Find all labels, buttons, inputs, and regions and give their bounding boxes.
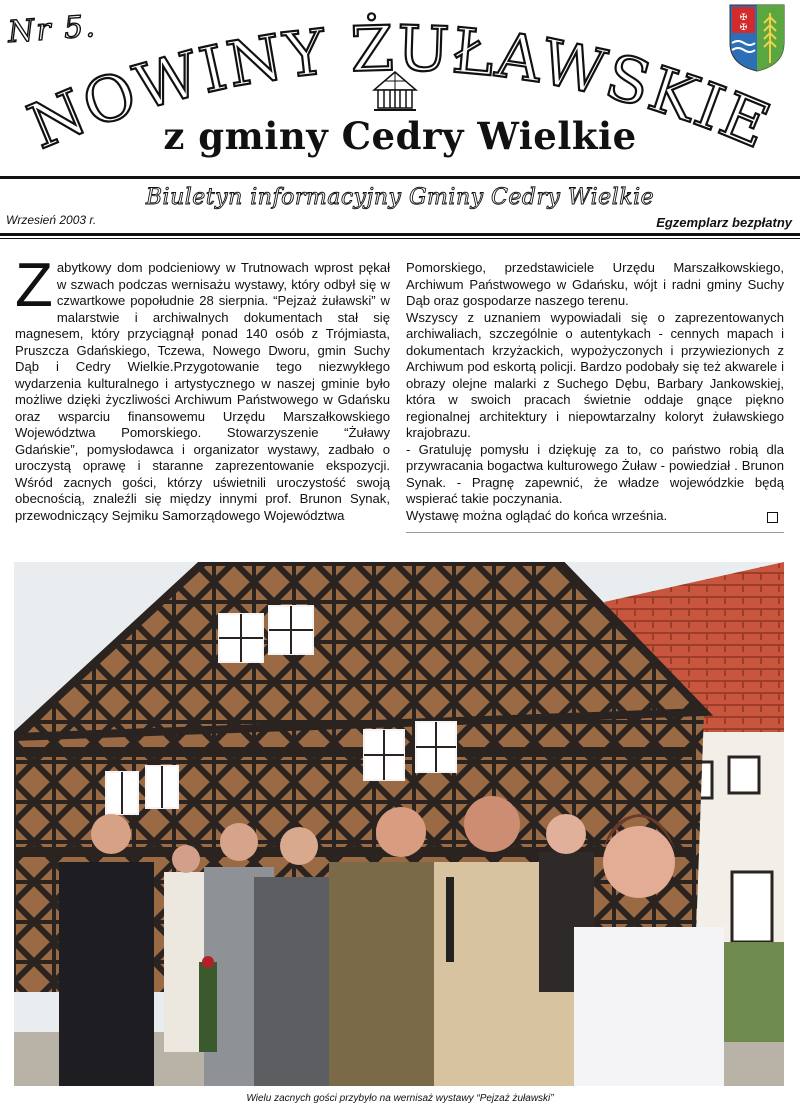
coat-of-arms-icon bbox=[728, 3, 786, 73]
article-column-left bbox=[15, 251, 390, 524]
pavilion-icon bbox=[372, 70, 418, 112]
subtitle: z gminy Cedry Wielkie bbox=[163, 114, 637, 158]
masthead-rule-bottom-1 bbox=[0, 233, 800, 236]
drop-cap: Z bbox=[15, 251, 53, 320]
photo-caption: Wielu zacnych gości przybyło na wernisaż wystawy “Pejzaż żuławski” bbox=[246, 1093, 554, 1104]
title-text: NOWINY ŻUŁAWSKIE bbox=[18, 11, 782, 164]
free-copy-label: Egzemplarz bezpłatny bbox=[656, 215, 792, 230]
article-paragraph-last: Wystawę można oglądać do końca września. bbox=[406, 508, 784, 525]
issue-date: Wrzesień 2003 r. bbox=[6, 213, 97, 227]
article-paragraph: Pomorskiego, przedstawiciele Urzędu Marszałkowskiego, Archiwum Państwowego w Gdańsku, wójt i radni gminy Suchy Dąb oraz gospodarze naszego terenu. bbox=[406, 260, 784, 308]
article-paragraph: - Gratuluję pomysłu i dziękuję za to, co państwo robią dla przywracania bogactwa kulturowego Żuław - powiedział . Brunon Synak. - Pragnę zapewnić, że władze wojewódzkie będą wspierać takie poczynania. bbox=[406, 441, 784, 506]
bulletin-tagline: Biuletyn informacyjny Gminy Cedry Wielkie bbox=[145, 185, 655, 210]
column-divider bbox=[406, 532, 784, 533]
masthead-rule-bottom-2 bbox=[0, 238, 800, 239]
masthead-rule-top bbox=[0, 176, 800, 179]
end-of-article-icon bbox=[767, 512, 778, 523]
issue-number: Nr 5. bbox=[6, 8, 98, 51]
article-text-left: abytkowy dom podcieniowy w Trutnowach wprost pękał w szwach podczas wernisażu wystawy, który odbył się w czwartkowe popołudnie 28 sierpnia. “Pejzaż żuławski” w malarstwie i archiwalnych dokumentach stał się magnesem, który przyciągnął ponad 140 osób z Trójmiasta, Pruszcza Gdańskiego, Tczewa, Nowego Dworu, gmin Suchy Dąb i Cedry Wielkie.Przygotowanie tego niezwykłego wydarzenia kulturalnego i artystycznego w naszej gminie było możliwe dzięki życzliwości Archiwum Państwowego w Gdańsku oraz wsparciu finansowemu Urzędu Marszałkowskiego Województwa Pomorskiego. Stowarzyszenie “Żuławy Gdańskie”, pomysłodawca i organizator wystawy, zadbało o uroczystą oprawę i staranne zaprezentowanie ekspozycji. Wśród zacnych gości, którzy uświetnili uroczystość swoją obecnością, znaleźli się między innymi prof. Brunon Synak, przewodniczący Sejmiku Samorządowego Województwa bbox=[15, 260, 390, 523]
article-column-right bbox=[406, 260, 784, 524]
exhibition-photo bbox=[14, 562, 784, 1086]
svg-text:✠: ✠ bbox=[739, 23, 748, 33]
svg-text:✠: ✠ bbox=[739, 13, 748, 23]
article-paragraph: Wszyscy z uznaniem wypowiadali się o zaprezentowanych archiwaliach, szczególnie o autentykach - cennych mapach i dokumentach krzyżackich, wypożyczonych i przywiezionych z Archiwum pod eskortą policji. Bardzo podobały się też akwarele i obrazy olejne malarki z Suchego Dębu, Barbary Jankowskiej, która w swoich pracach świetnie oddaje gnące piękno regionalnej architektury i niepowtarzalny koloryt żuławskiego krajobrazu. bbox=[406, 309, 784, 440]
